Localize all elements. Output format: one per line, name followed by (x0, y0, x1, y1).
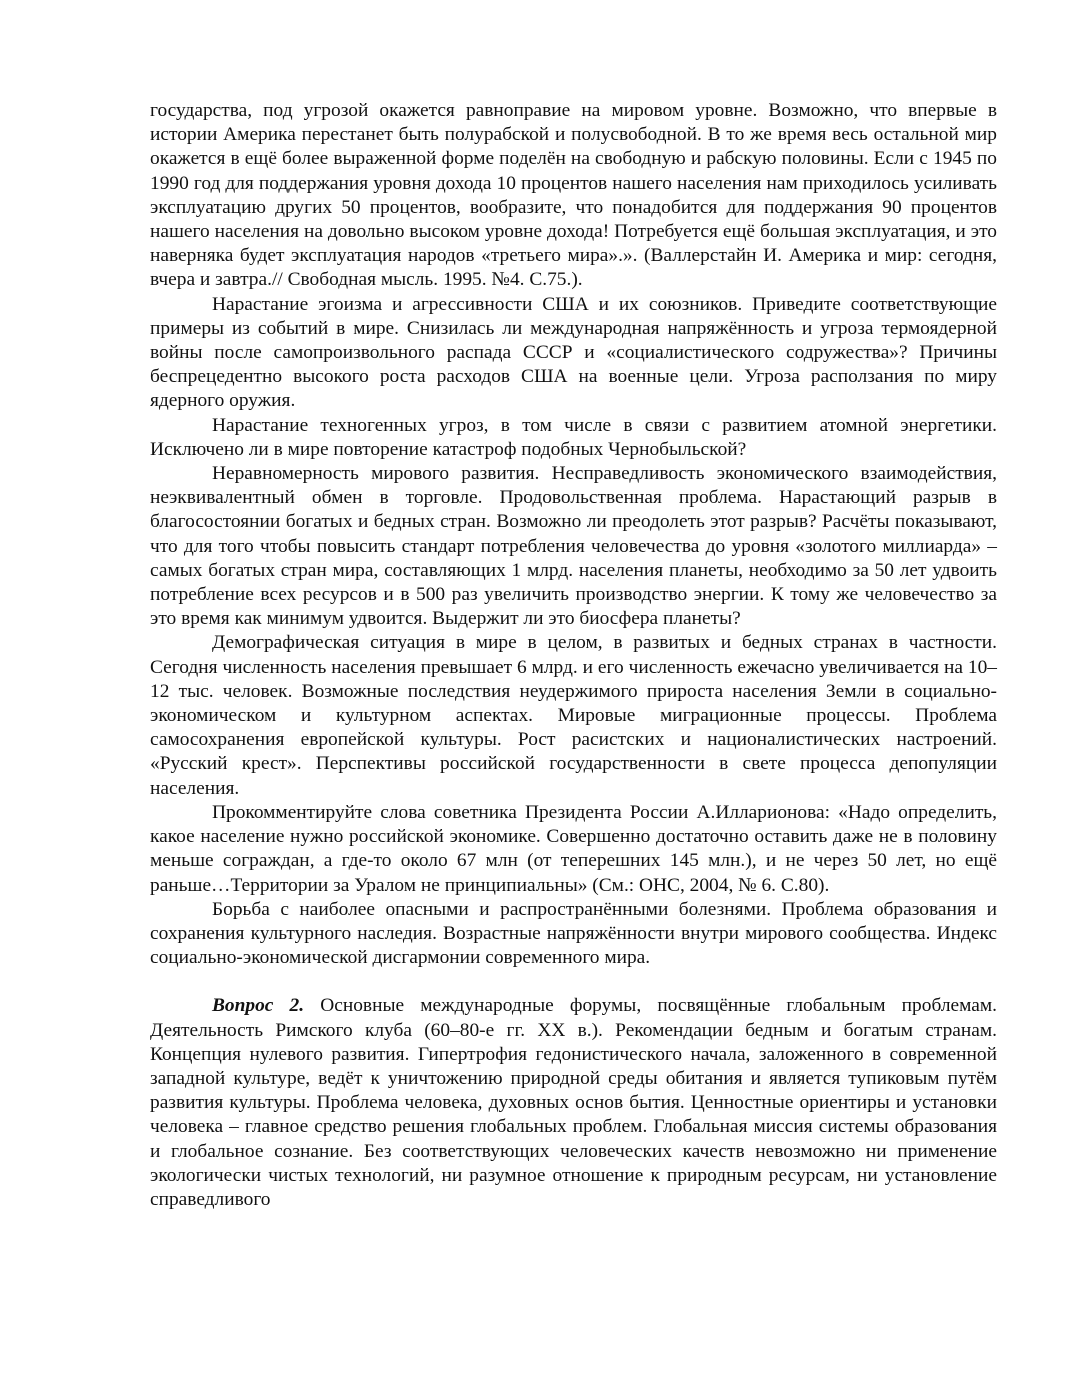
paragraph-5: Демографическая ситуация в мире в целом, в развитых и бедных странах в частности. Сегодня численность населения превышает 6 млрд. и его численность ежечасно увеличивается на 10–12 тыс. человек. Возможные последствия неудержимого прироста населения Земли в социально-экономическом и культурном аспектах. Мировые миграционные процессы. Проблема самосохранения европейской культуры. Рост расистских и националистических настроений. «Русский крест». Перспективы российской государственности в свете процесса депопуляции населения. (150, 632, 997, 799)
paragraph-7: Борьба с наиболее опасными и распространёнными болезнями. Проблема образования и сохранения культурного наследия. Возрастные напряжённости внутри мирового сообщества. Индекс социально-экономической дисгармонии современного мира. (150, 898, 997, 969)
question-2-paragraph (150, 994, 997, 1212)
question-2-text: Основные международные форумы, посвящённые глобальным проблемам. Деятельность Римского клуба (60–80-е гг. XX в.). Рекомендации бедным и богатым странам. Концепция нулевого развития. Гипертрофия гедонистического начала, заложенного в современной западной культуре, ведёт к уничтожению природной среды обитания и является тупиковым путём развития культуры. Проблема человека, духовных основ бытия. Ценностные ориентиры и установки человека – главное средство решения глобальных проблем. Глобальная миссия системы образования и глобальное сознание. Без соответствующих человеческих качеств невозможно ни применение экологически чистых технологий, ни разумное отношение к природным ресурсам, ни установление справедливого (150, 995, 997, 1210)
question-2-label: Вопрос 2. (212, 995, 305, 1017)
paragraph-3: Нарастание техногенных угроз, в том числе в связи с развитием атомной энергетики. Исключено ли в мире повторение катастроф подобных Чернобыльской? (150, 414, 997, 460)
paragraph-6: Прокомментируйте слова советника Президента России А.Илларионова: «Надо определить, какое население нужно российской экономике. Совершенно достаточно оставить даже не в половину меньше сограждан, а где-то около 67 млн (от теперешних 145 млн.), и не через 50 лет, но ещё раньше…Территории за Уралом не принципиальны» (См.: ОНС, 2004, № 6. С.80). (150, 801, 997, 896)
document-page (150, 99, 997, 1212)
paragraph-2: Нарастание эгоизма и агрессивности США и их союзников. Приведите соответствующие примеры из событий в мире. Снизилась ли международная напряжённость и угроза термоядерной войны после самопроизвольного распада СССР и «социалистического содружества»? Причины беспрецедентно высокого роста расходов США на военные цели. Угроза расползания по миру ядерного оружия. (150, 293, 997, 412)
paragraph-4: Неравномерность мирового развития. Несправедливость экономического взаимодействия, неэквивалентный обмен в торговле. Продовольственная проблема. Нарастающий разрыв в благосостоянии богатых и бедных стран. Возможно ли преодолеть этот разрыв? Расчёты показывают, что для того чтобы повысить стандарт потребления человечества до уровня «золотого миллиарда» – самых богатых стран мира, составляющих 1 млрд. населения планеты, необходимо за 50 лет удвоить потребление всех ресурсов и в 500 раз увеличить производство энергии. К тому же человечество за это время как минимум удвоится. Выдержит ли это биосфера планеты? (150, 463, 997, 630)
paragraph-spacer (150, 970, 997, 994)
paragraph-1: государства, под угрозой окажется равноправие на мировом уровне. Возможно, что впервые в истории Америка перестанет быть полурабской и полусвободной. В то же время весь остальной мир окажется в ещё более выраженной форме поделён на свободную и рабскую половины. Если с 1945 по 1990 год для поддержания уровня дохода 10 процентов нашего населения нам приходилось усиливать эксплуатацию других 50 процентов, вообразите, что понадобится для поддержания 90 процентов нашего населения на довольно высоком уровне дохода! Потребуется ещё большая эксплуатация, и это наверняка будет эксплуатация народов «третьего мира».». (Валлерстайн И. Америка и мир: сегодня, вчера и завтра.// Свободная мысль. 1995. №4. С.75.). (150, 100, 997, 291)
